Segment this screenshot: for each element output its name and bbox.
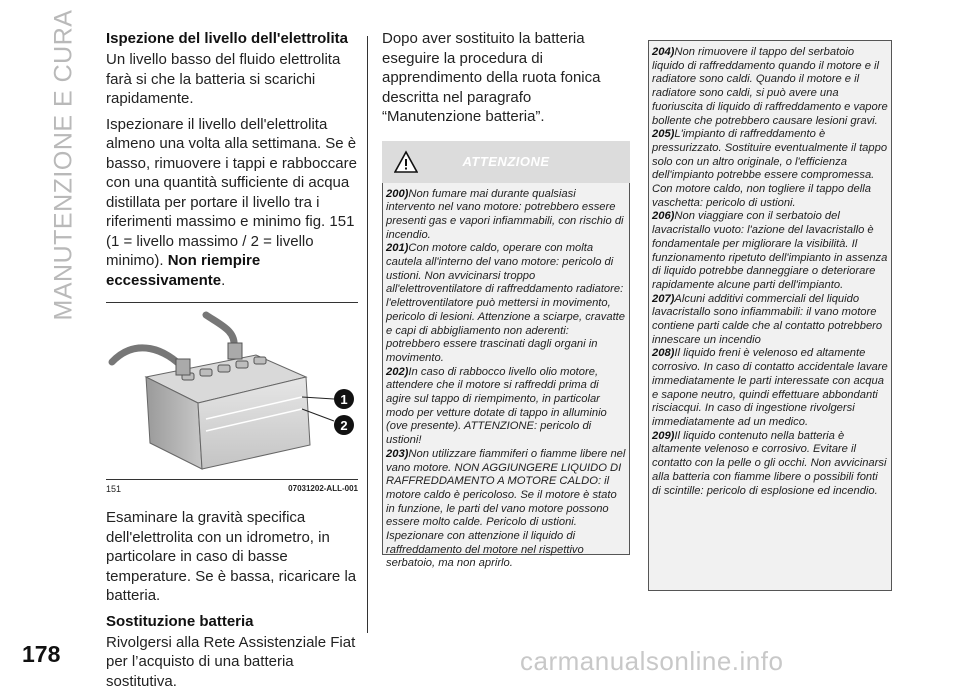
page-number: 178 [22,641,61,667]
warning-number: 205) [652,128,675,141]
warning-item [652,347,888,429]
warning-text: L'impianto di raffreddamento è pressurizzato. Sostituire eventualmente il tappo solo con un altro originale, o l'efficienza dell'impianto potrebbe essere compromessa. Con motore caldo, non togliere il tappo della vaschetta: pericolo di ustioni. [652,128,888,209]
warning-item [386,188,626,243]
paragraph-low-level: Un livello basso del fluido elettrolita farà si che la batteria si scarichi rapidamente. [106,51,341,107]
warning-number: 202) [386,365,409,378]
warning-number: 204) [652,46,675,58]
figure-top-rule [106,302,358,303]
warning-text: Non utilizzare fiammiferi o fiamme libere nel vano motore. NON AGGIUNGERE LIQUIDO DI RAFFREDDAMENTO A MOTORE CALDO: il motore caldo è pericoloso. Se il motore è stato in funzione, le parti del vano motore possono essere molto calde. Pericolo di ustioni. Ispezionare con attenzione il liquido di raffreddamento del motore nel rispettivo serbatoio, ma non aprirlo. [386,447,626,570]
warning-text: Non fumare mai durante qualsiasi intervento nel vano motore: potrebbero essere presenti gas e vapori infiammabili, con rischio di incendio. [386,187,624,241]
paragraph-inspect-level-text: Ispezionare il livello dell'elettrolita almeno una volta alla settimana. Se è basso, rimuovere i tappi e rabboccare con una quantità sufficiente di acqua distillata per portare il livello tra i riferimenti massimo e minimo fig. 151 (1 = livello massimo / 2 = livello minimo). [106,115,357,269]
warning-title: ATTENZIONE [462,153,550,169]
section-side-title-text: MANUTENZIONE E CURA [49,9,78,321]
column-3 [648,40,892,591]
warning-text: Non rimuovere il tappo del serbatoio liquido di raffreddamento quando il motore e il radiatore sono caldi. Quando il motore e il radiatore sono caldi, si può avere una fuoriuscita di liquido di raffreddamento e vapore bollente che potrebbero causare lesioni gravi. [652,46,888,127]
warning-text: Alcuni additivi commerciali del liquido lavacristallo sono infiammabili: il vano motore contiene parti calde che al contatto potrebbero innescare un incendio [652,292,883,346]
warning-item [652,210,888,292]
warning-item [652,430,888,499]
warning-item [386,366,626,448]
warning-number: 203) [386,447,409,460]
warning-box-column-3 [648,40,892,591]
battery-illustration [106,307,358,479]
paragraph-end-dot: . [221,271,226,289]
section-side-title [44,9,84,321]
warning-header [382,141,630,183]
battery-figure [106,307,358,479]
warning-number: 207) [652,292,675,305]
warning-item [652,128,888,210]
column-1 [106,29,358,697]
warning-number: 206) [652,210,675,223]
column-divider [367,36,368,633]
figure-caption [106,484,358,494]
warning-text: Il liquido freni è velenoso ed altamente corrosivo. In caso di contatto accidentale lavare immediatamente le parti interessate con acqua e sapone neutro, quindi effettuare abbondanti risciacqui. In caso di ingestione rivolgersi immediatamente ad un medico. [652,347,888,428]
warning-item [652,46,888,128]
do-not-overfill-text: Non riempire eccessivamente [106,252,261,289]
paragraph-replacement: Rivolgersi alla Rete Assistenziale Fiat per l’acquisto di una batteria sostitutiva. [106,633,356,690]
level-marker-1-label: 1 [340,392,348,407]
figure-code: 07031202-ALL-001 [288,484,358,493]
warning-number: 200) [386,187,409,200]
heading-battery-replacement: Sostituzione batteria [106,612,254,630]
level-marker-2-label: 2 [340,418,348,433]
warning-item [652,293,888,348]
warning-number: 208) [652,347,675,360]
warning-text: Il liquido contenuto nella batteria è altamente velenoso e corrosivo. Evitare il contatto con la pelle o gli occhi. Non avvicinarsi alla batteria con fiamme libere o possibili fonti di scintille: pericolo di esplosione ed incendio. [652,429,887,497]
warning-item [386,242,626,365]
warning-box-column-2 [382,183,630,570]
paragraph-hydrometer: Esaminare la gravità specifica dell'elettrolita con un idrometro, in particolare in caso di basse temperature. Se è bassa, ricaricare la batteria. [106,509,357,604]
paragraph-learning-procedure: Dopo aver sostituito la batteria eseguire la procedura di apprendimento della ruota fonica descritta nel paragrafo “Manutenzione batteria”. [382,30,601,125]
figure-bottom-rule [106,479,358,480]
warning-text: Non viaggiare con il serbatoio del lavacristallo vuoto: l'azione del lavacristallo è fondamentale per migliorare la visibilità. Il funzionamento ripetuto dell'impianto in assenza di liquido potrebbe danneggiare o deteriorare rapidamente alcune parti dell'impianto. [652,210,888,291]
heading-electrolyte-inspection: Ispezione del livello dell'elettrolita [106,30,348,47]
warning-text: In caso di rabbocco livello olio motore, attendere che il motore si raffreddi prima di agire sul tappo di riempimento, in particolar modo per vetture dotate di tappo in alluminio (ove presente). ATTENZIONE: pericolo di ustioni! [386,365,607,447]
warning-number: 201) [386,242,409,255]
column-2 [382,29,630,570]
warning-number: 209) [652,429,675,442]
watermark: carmanualsonline.info [520,646,784,676]
figure-number: 151 [106,484,122,494]
level-marker-1 [334,389,354,409]
warning-text: Con motore caldo, operare con molta cautela all'interno del vano motore: pericolo di ustioni. Non avvicinarsi troppo all'elettroventilatore di raffreddamento radiatore: l'elettroventilatore può mettersi in movimento, pericolo di lesioni. Attenzione a sciarpe, cravatte e capi di abbigliamento non aderenti: potrebbero essere trascinati dagli organi in movimento. [386,242,626,364]
paragraph-inspect-level [106,115,358,291]
warning-item [386,448,626,571]
level-marker-2 [334,415,354,435]
